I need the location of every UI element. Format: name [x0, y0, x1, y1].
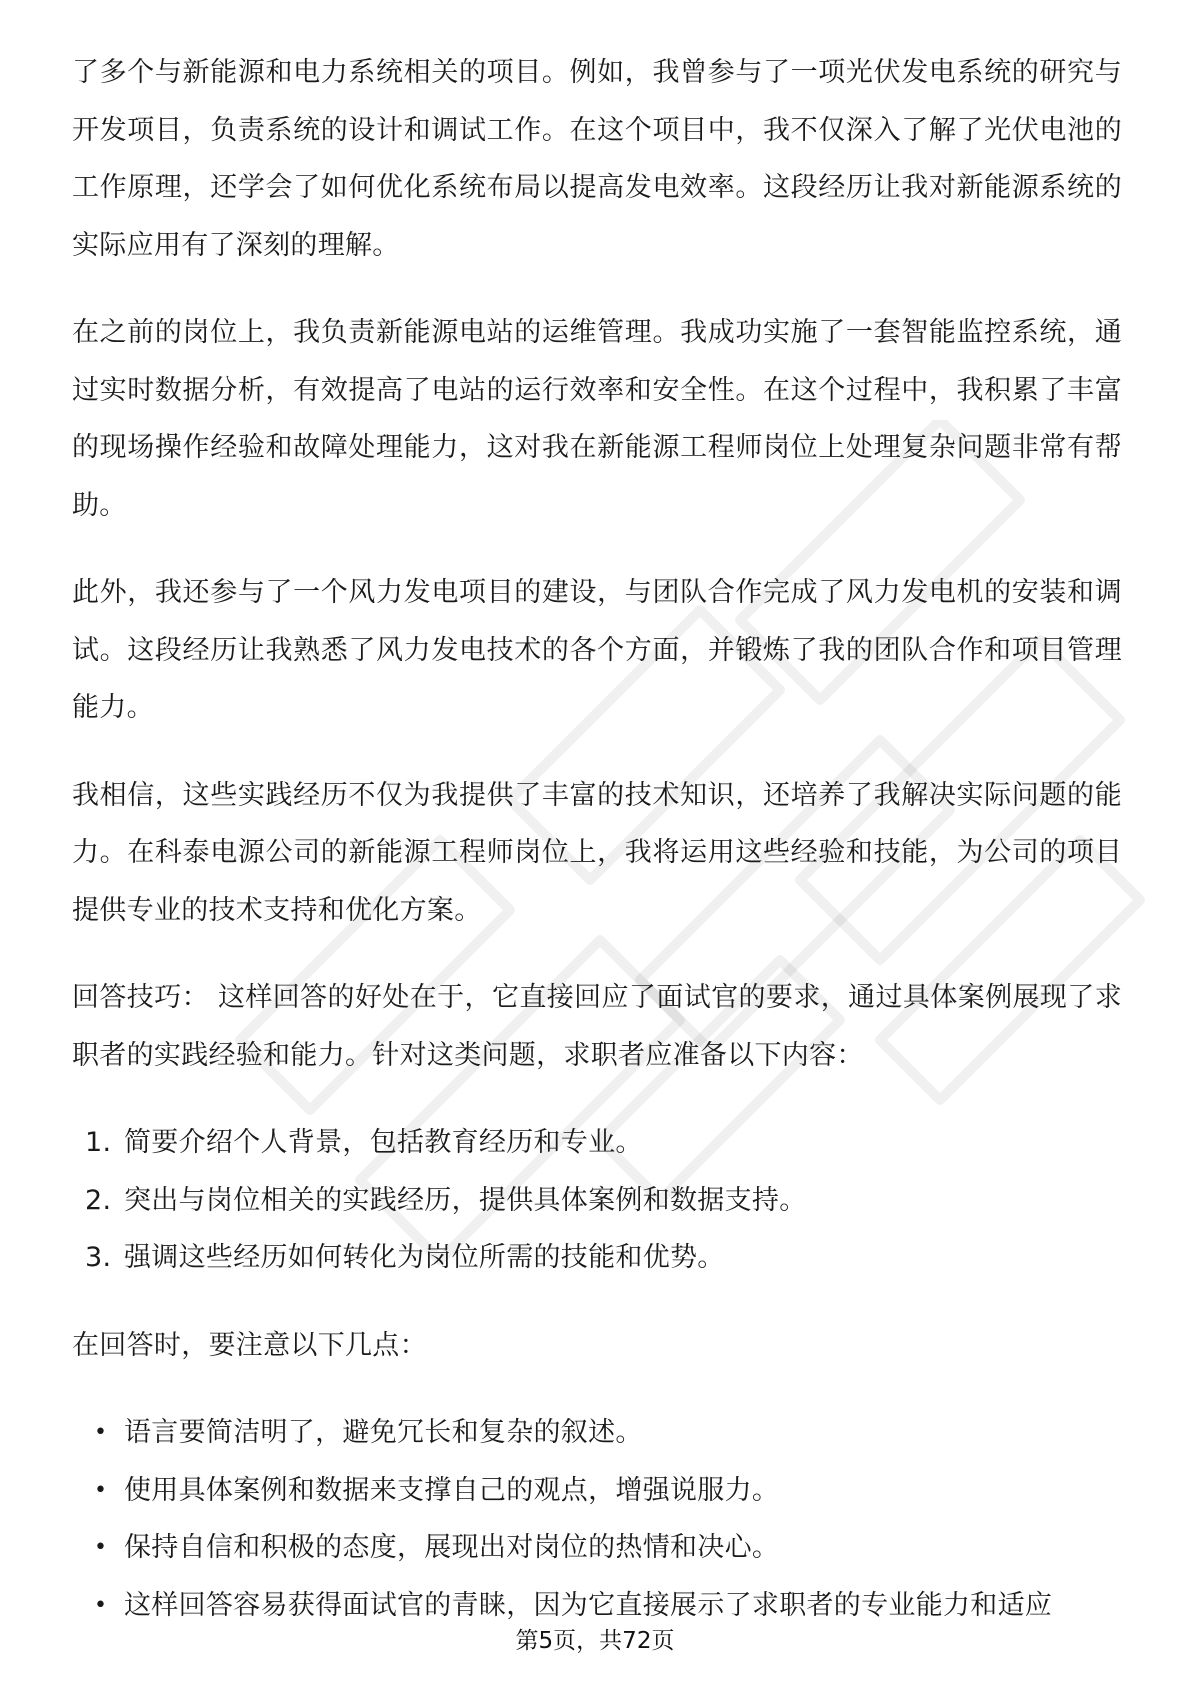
paragraph-previous-role: 在之前的岗位上，我负责新能源电站的运维管理。我成功实施了一套智能监控系统，通过实时数据分析，有效提高了电站的运行效率和安全性。在这个过程中，我积累了丰富的现场操作经验和故障处理能力，这对我在新能源工程师岗位上处理复杂问题非常有帮助。: [72, 317, 1122, 521]
paragraph-wind-project: 此外，我还参与了一个风力发电项目的建设，与团队合作完成了风力发电机的安装和调试。这段经历让我熟悉了风力发电技术的各个方面，并锻炼了我的团队合作和项目管理能力。: [72, 577, 1122, 723]
list-number: 2.: [85, 1184, 112, 1216]
paragraph-projects: 了多个与新能源和电力系统相关的项目。例如，我曾参与了一项光伏发电系统的研究与开发项目，负责系统的设计和调试工作。在这个项目中，我不仅深入了解了光伏电池的工作原理，还学会了如何优化系统布局以提高发电效率。这段经历让我对新能源系统的实际应用有了深刻的理解。: [72, 57, 1122, 261]
list-item-text: 保持自信和积极的态度，展现出对岗位的热情和决心。: [124, 1532, 780, 1563]
list-item: [72, 1462, 1122, 1520]
bullet-icon: •: [94, 1420, 108, 1445]
list-item-text: 使用具体案例和数据来支撑自己的观点，增强说服力。: [124, 1474, 780, 1506]
list-item: [72, 1172, 1122, 1230]
bullet-icon: •: [94, 1535, 108, 1560]
list-item-text: 语言要简洁明了，避免冗长和复杂的叙述。: [124, 1417, 643, 1448]
list-item-text: 简要介绍个人背景，包括教育经历和专业。: [124, 1127, 643, 1158]
numbered-list: [72, 1114, 1122, 1287]
list-item: [72, 1114, 1122, 1172]
paragraph-conclusion: 我相信，这些实践经历不仅为我提供了丰富的技术知识，还培养了我解决实际问题的能力。在科泰电源公司的新能源工程师岗位上，我将运用这些经验和技能，为公司的项目提供专业的技术支持和优化方案。: [72, 779, 1122, 926]
list-item: [72, 1519, 1122, 1577]
list-item: [72, 1404, 1122, 1462]
bullet-list: [72, 1404, 1122, 1634]
page-footer: 第5页，共72页: [515, 1628, 675, 1654]
bullet-icon: •: [94, 1477, 108, 1503]
list-item-text: 强调这些经历如何转化为岗位所需的技能和优势。: [124, 1242, 725, 1273]
list-number: 1.: [85, 1127, 112, 1158]
paragraph-answer-tips: 回答技巧： 这样回答的好处在于，它直接回应了面试官的要求，通过具体案例展现了求职者的实践经验和能力。针对这类问题，求职者应准备以下内容：: [72, 982, 1122, 1071]
list-item-text: 突出与岗位相关的实践经历，提供具体案例和数据支持。: [124, 1184, 807, 1216]
list-item: [72, 1229, 1122, 1287]
bullet-icon: •: [94, 1592, 108, 1618]
paragraph-notes-intro: 在回答时，要注意以下几点：: [72, 1329, 427, 1361]
document-content: [72, 44, 1122, 1664]
list-item-text: 这样回答容易获得面试官的青睐，因为它直接展示了求职者的专业能力和适应: [124, 1589, 1053, 1621]
list-number: 3.: [85, 1242, 112, 1273]
